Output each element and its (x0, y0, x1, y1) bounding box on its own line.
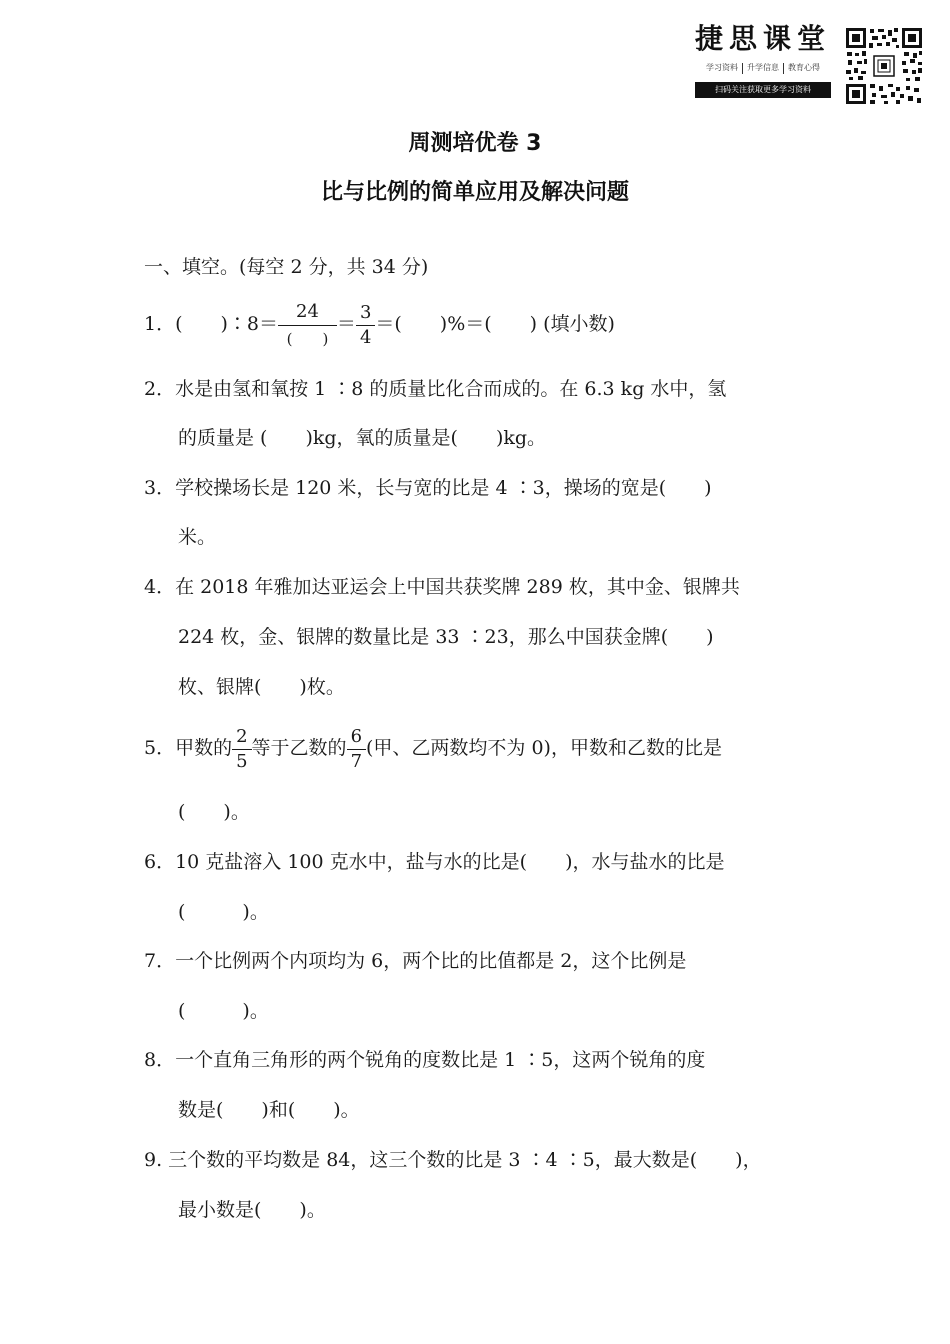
q1-fraction-denominator: ( ) (278, 325, 337, 347)
question-6-line-1: 6．10 克盐溶入 100 克水中，盐与水的比是( )，水与盐水的比是 (144, 851, 725, 873)
question-6-line-2: ( )。 (178, 901, 269, 923)
question-2-line-2: 的质量是 ( )kg，氧的质量是( )kg。 (178, 427, 547, 449)
brand-tag-divider (742, 63, 743, 74)
question-9-line-2: 最小数是( )。 (178, 1199, 326, 1221)
q1-fraction-2-denominator: 4 (356, 325, 375, 347)
q5-fraction-1-denominator: 5 (232, 749, 251, 771)
page-title: 周测培优卷 3 (408, 131, 542, 156)
brand-block (692, 22, 834, 98)
section-heading: 一、填空。(每空 2 分，共 34 分) (144, 256, 429, 278)
q5-fraction-1-numerator: 2 (236, 725, 248, 747)
page-subtitle: 比与比例的简单应用及解决问题 (320, 180, 629, 205)
q1-fraction-2 (356, 301, 375, 348)
question-3-line-2: 米。 (178, 526, 217, 548)
question-7-line-1: 7．一个比例两个内项均为 6，两个比的比值都是 2，这个比例是 (144, 950, 687, 972)
question-2-line-1: 2．水是由氢和氧按 1 ∶8 的质量比化合而成的。在 6.3 kg 水中，氢 (144, 378, 727, 400)
q1-fraction-2-numerator: 3 (359, 301, 372, 323)
q5-fraction-2-numerator: 6 (350, 725, 363, 747)
brand-tag-divider (783, 63, 784, 74)
question-5-line-1 (144, 722, 722, 774)
brand-tags (692, 62, 834, 74)
question-4-line-3: 枚、银牌( )枚。 (178, 676, 345, 698)
q5-fraction-1 (232, 725, 251, 772)
q1-text-a: 1．( )∶8＝ (144, 313, 279, 335)
q1-fraction-numerator: 24 (296, 301, 319, 322)
question-5-line-2: ( )。 (178, 801, 250, 823)
q5-text-c: (甲、乙两数均不为 0)，甲数和乙数的比是 (366, 737, 722, 759)
qr-code-icon[interactable] (844, 26, 924, 106)
brand-name: 捷思课堂 (694, 22, 831, 55)
q1-text-b: ＝( )%＝( ) (填小数) (375, 313, 615, 335)
q1-equals: ＝ (336, 313, 356, 335)
q5-fraction-2 (347, 725, 366, 772)
question-7-line-2: ( )。 (178, 1000, 269, 1022)
question-8-line-2: 数是( )和( )。 (178, 1099, 360, 1121)
brand-tag-study: 学习资料 (706, 63, 738, 72)
question-3-line-1: 3．学校操场长是 120 米，长与宽的比是 4 ∶3，操场的宽是( ) (144, 477, 712, 499)
brand-scan-bar: 扫码关注获取更多学习资料 (695, 82, 831, 98)
q1-fraction (278, 303, 337, 347)
q5-fraction-2-denominator: 7 (347, 749, 366, 771)
question-1 (144, 300, 615, 348)
q5-text-b: 等于乙数的 (251, 737, 347, 759)
q5-text-a: 5．甲数的 (144, 737, 233, 759)
question-4-line-2: 224 枚，金、银牌的数量比是 33 ∶23，那么中国获金牌( ) (178, 626, 714, 648)
brand-tag-admission: 升学信息 (747, 63, 779, 72)
brand-tag-education: 教育心得 (788, 63, 820, 72)
question-8-line-1: 8．一个直角三角形的两个锐角的度数比是 1 ∶5，这两个锐角的度 (144, 1049, 706, 1071)
question-9-line-1: 9. 三个数的平均数是 84，这三个数的比是 3 ∶4 ∶5，最大数是( )， (144, 1149, 762, 1171)
question-4-line-1: 4．在 2018 年雅加达亚运会上中国共获奖牌 289 枚，其中金、银牌共 (144, 576, 740, 598)
